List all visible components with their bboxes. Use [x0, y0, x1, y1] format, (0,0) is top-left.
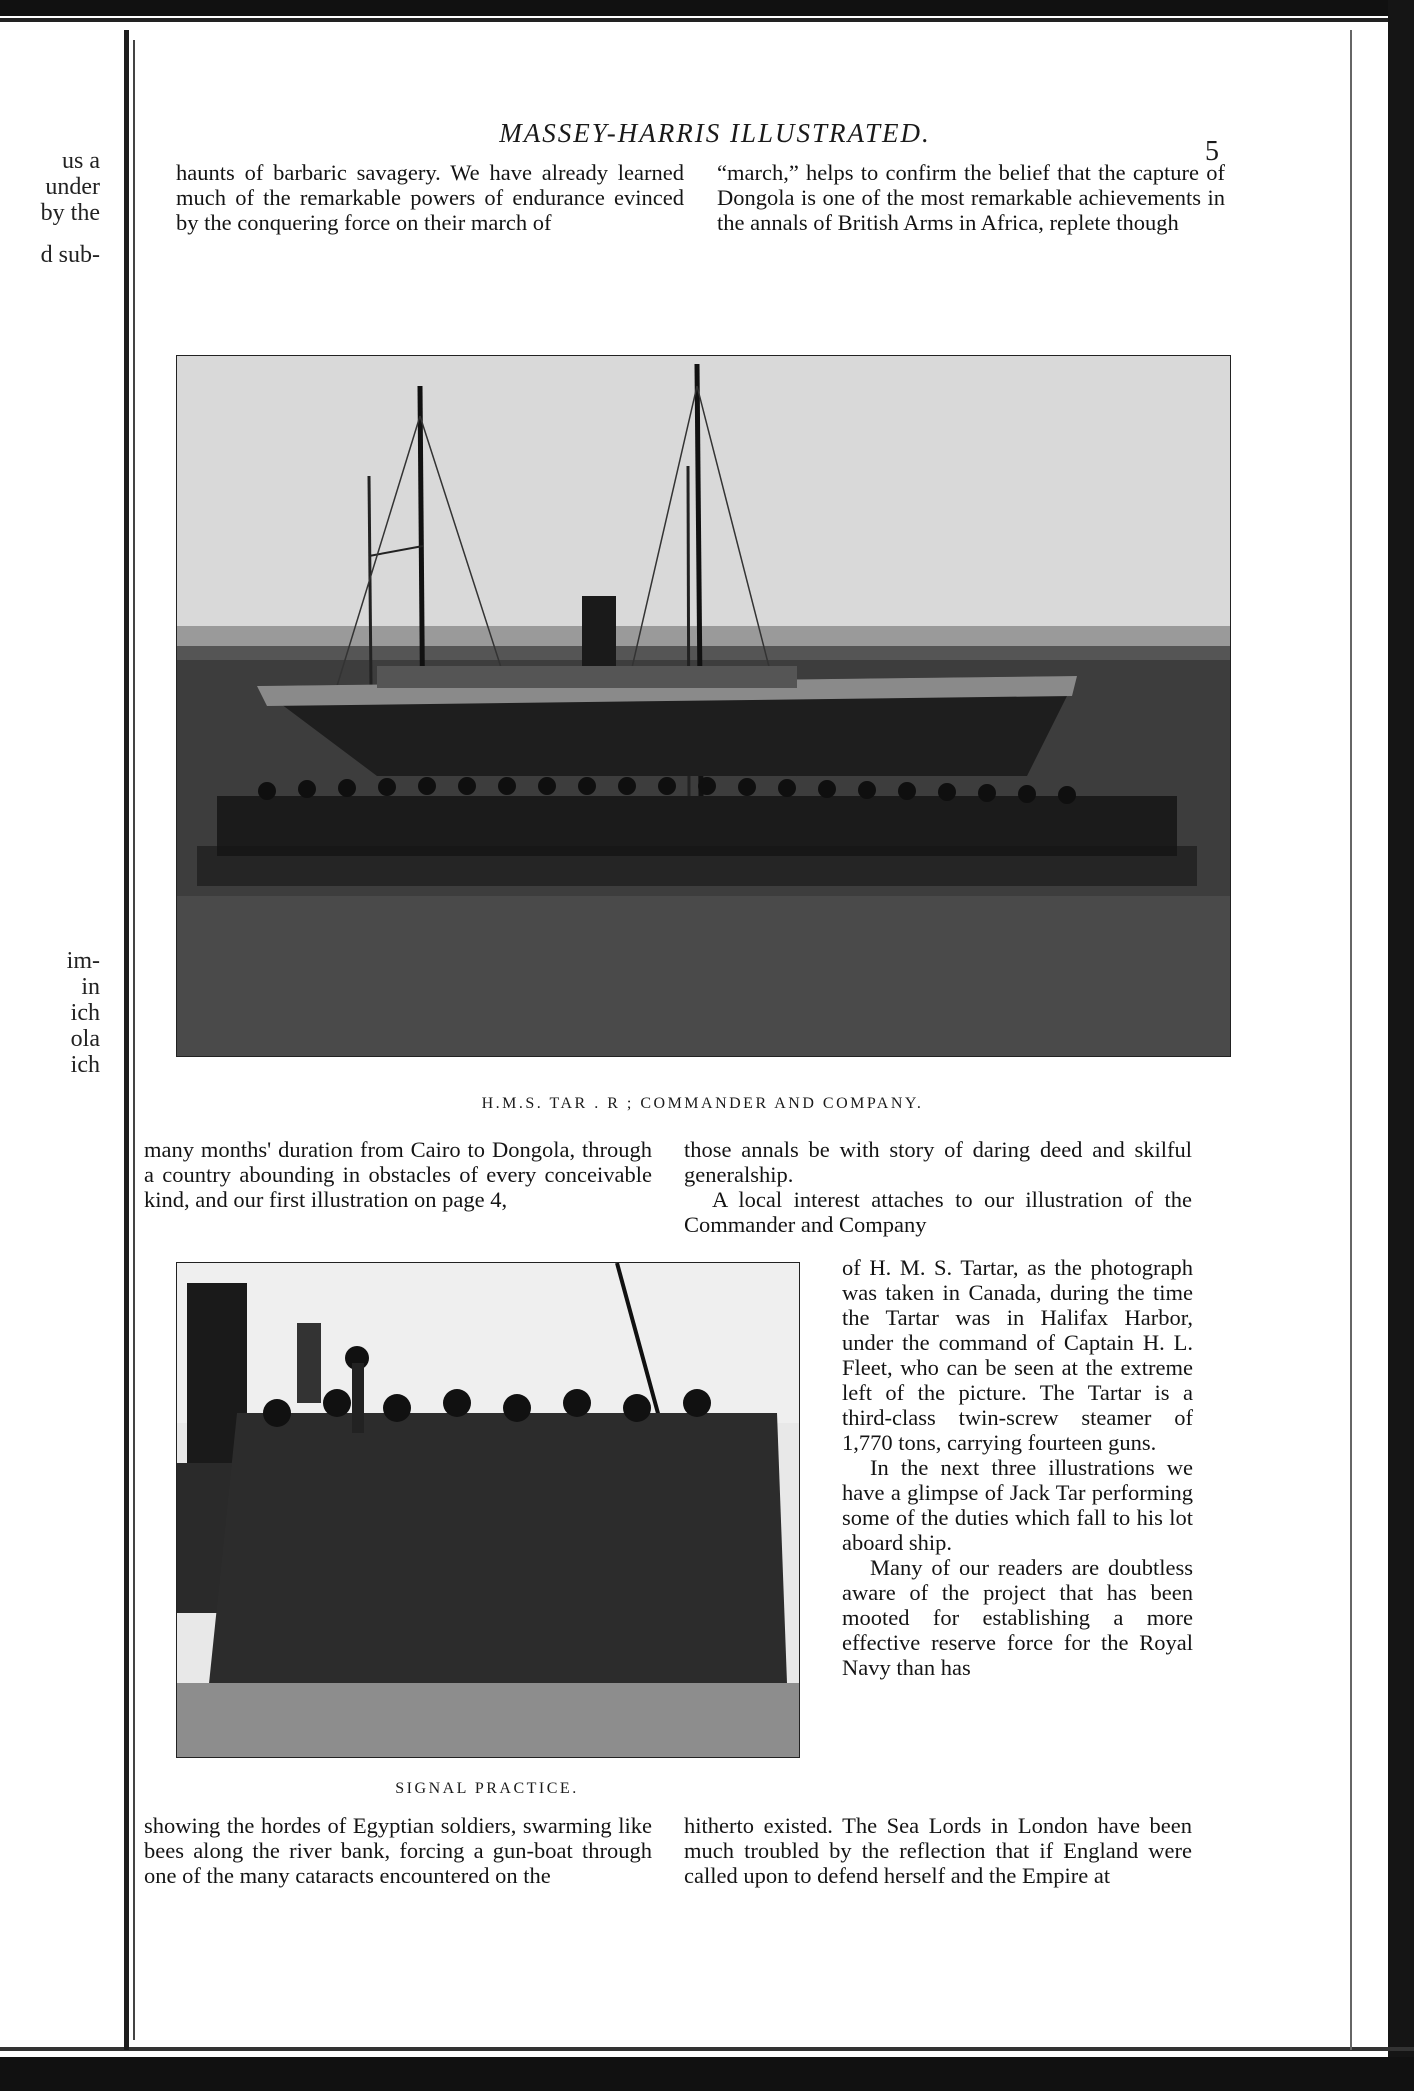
prev-fragment: im- [66, 948, 100, 974]
top-left-column [176, 160, 684, 235]
middle-left-column [144, 1137, 652, 1212]
prev-fragment: ich [70, 1000, 100, 1026]
signal-practice-photo [176, 1262, 800, 1758]
prev-fragment: us a [62, 148, 100, 174]
page-gutter-line [124, 30, 129, 2050]
prev-fragment: ola [70, 1026, 100, 1052]
ship-crew-caption: H.M.S. TAR . R ; COMMANDER AND COMPANY. [481, 1095, 924, 1112]
middle-right-text: those annals be with story of daring deed and skilful generalship. [684, 1137, 1192, 1187]
ship-crew-photo [176, 355, 1231, 1057]
middle-left-text: many months' duration from Cairo to Dongola, through a country abounding in obstacles of every conceivable kind, and our first illustration on page 4, [144, 1137, 652, 1212]
page-number: 5 [1205, 136, 1219, 167]
running-head: MASSEY-HARRIS ILLUSTRATED. [499, 118, 931, 148]
reserve-paragraph-wrap: Many of our readers are doubtless aware of the project that has been mooted for establishing a more effective reserve force for the Royal Navy than has [842, 1555, 1193, 1680]
jack-tar-paragraph: In the next three illustrations we have a glimpse of Jack Tar performing some of the duties which fall to his lot aboard ship. [842, 1455, 1193, 1555]
signal-practice-caption: SIGNAL PRACTICE. [395, 1780, 579, 1797]
page-right-edge [1350, 30, 1352, 2050]
tartar-paragraph-lead: A local interest attaches to our illustration of the Commander and Company [684, 1187, 1192, 1237]
top-right-text: “march,” helps to confirm the belief that the capture of Dongola is one of the most remarkable achievements in the annals of British Arms in Africa, replete though [717, 160, 1225, 235]
signal-practice-illustration [177, 1263, 799, 1757]
scan-bottom-border [0, 2057, 1414, 2091]
prev-fragment: by the [40, 200, 100, 226]
page-gutter-line-inner [133, 40, 135, 2040]
prev-fragment: ich [70, 1052, 100, 1078]
wrap-right-column [842, 1255, 1193, 1680]
bottom-left-column [144, 1813, 652, 1888]
bottom-left-text: showing the hordes of Egyptian soldiers, swarming like bees along the river bank, forcing a gun-boat through one of the many cataracts encountered on the [144, 1813, 652, 1888]
scan-top-border-line [0, 18, 1414, 22]
middle-right-column [684, 1137, 1192, 1237]
bottom-right-column [684, 1813, 1192, 1888]
scan-top-border [0, 0, 1414, 16]
top-right-column [717, 160, 1225, 235]
scan-bottom-border-line [0, 2047, 1414, 2051]
prev-fragment: under [45, 174, 100, 200]
prev-fragment: in [81, 974, 100, 1000]
scan-right-border [1388, 0, 1414, 2091]
prev-fragment: d sub- [40, 242, 100, 268]
tartar-paragraph-wrap: of H. M. S. Tartar, as the photograph was taken in Canada, during the time the Tartar was in Halifax Harbor, under the command of Captain H. L. Fleet, who can be seen at the extreme left of the picture. The Tartar is a third-class twin-screw steamer of 1,770 tons, carrying fourteen guns. [842, 1255, 1193, 1455]
reserve-paragraph-full: hitherto existed. The Sea Lords in London have been much troubled by the reflection that if England were called upon to defend herself and the Empire at [684, 1813, 1192, 1888]
ship-crew-illustration [177, 356, 1230, 1056]
top-left-text: haunts of barbaric savagery. We have already learned much of the remarkable powers of endurance evinced by the conquering force on their march of [176, 160, 684, 235]
